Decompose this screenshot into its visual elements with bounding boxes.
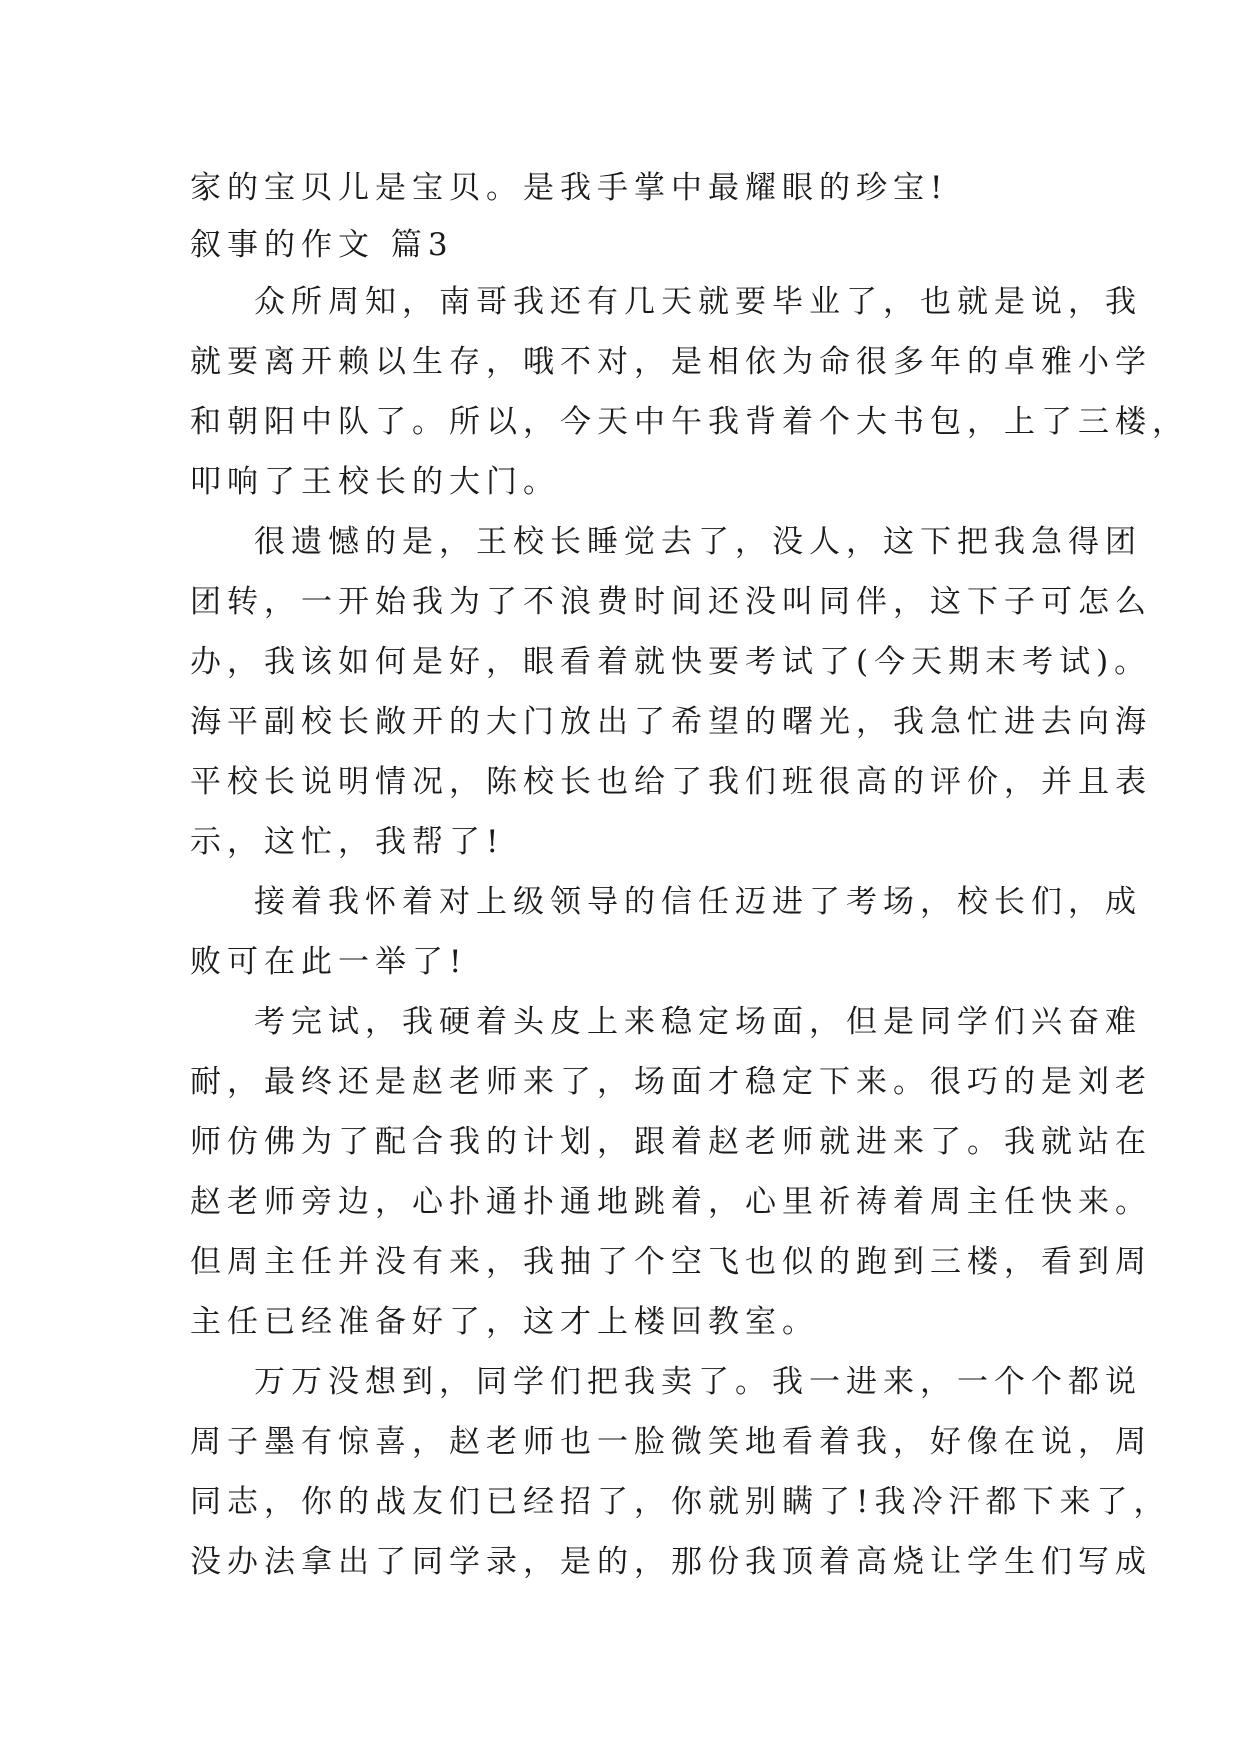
paragraph-line: 师仿佛为了配合我的计划，跟着赵老师就进来了。我就站在 bbox=[190, 1124, 1152, 1160]
paragraph-line: 败可在此一举了! bbox=[190, 944, 468, 980]
paragraph-line: 很遗憾的是，王校长睡觉去了，没人，这下把我急得团 bbox=[254, 524, 1142, 560]
paragraph-line: 接着我怀着对上级领导的信任迈进了考场，校长们，成 bbox=[254, 884, 1142, 920]
paragraph-line: 平校长说明情况，陈校长也给了我们班很高的评价，并且表 bbox=[190, 764, 1152, 800]
paragraph-line: 办，我该如何是好，眼看着就快要考试了(今天期末考试)。 bbox=[190, 644, 1152, 680]
paragraph-line: 赵老师旁边，心扑通扑通地跳着，心里祈祷着周主任快来。 bbox=[190, 1184, 1152, 1220]
paragraph-line: 和朝阳中队了。所以，今天中午我背着个大书包，上了三楼， bbox=[190, 404, 1189, 440]
paragraph-line: 耐，最终还是赵老师来了，场面才稳定下来。很巧的是刘老 bbox=[190, 1064, 1152, 1100]
paragraph-line: 同志，你的战友们已经招了，你就别瞒了!我冷汗都下来了， bbox=[190, 1484, 1171, 1520]
paragraph-line: 叩响了王校长的大门。 bbox=[190, 464, 560, 500]
paragraph-line: 但周主任并没有来，我抽了个空飞也似的跑到三楼，看到周 bbox=[190, 1244, 1152, 1280]
paragraph-line: 示，这忙，我帮了! bbox=[190, 824, 505, 860]
paragraph-line: 海平副校长敞开的大门放出了希望的曙光，我急忙进去向海 bbox=[190, 704, 1152, 740]
paragraph-line: 万万没想到，同学们把我卖了。我一进来，一个个都说 bbox=[254, 1364, 1142, 1400]
paragraph-line: 考完试，我硬着头皮上来稳定场面，但是同学们兴奋难 bbox=[254, 1004, 1142, 1040]
paragraph-line: 众所周知，南哥我还有几天就要毕业了，也就是说，我 bbox=[254, 284, 1142, 320]
paragraph-line: 团转，一开始我为了不浪费时间还没叫同伴，这下子可怎么 bbox=[190, 584, 1152, 620]
paragraph-line: 就要离开赖以生存，哦不对，是相依为命很多年的卓雅小学 bbox=[190, 344, 1152, 380]
paragraph-line: 周子墨有惊喜，赵老师也一脸微笑地看着我，好像在说，周 bbox=[190, 1424, 1152, 1460]
text-line: 家的宝贝儿是宝贝。是我手掌中最耀眼的珍宝! bbox=[190, 170, 949, 206]
paragraph-line: 主任已经准备好了，这才上楼回教室。 bbox=[190, 1304, 819, 1340]
paragraph-line: 没办法拿出了同学录，是的，那份我顶着高烧让学生们写成 bbox=[190, 1544, 1152, 1580]
section-heading: 叙事的作文 篇3 bbox=[190, 227, 454, 263]
